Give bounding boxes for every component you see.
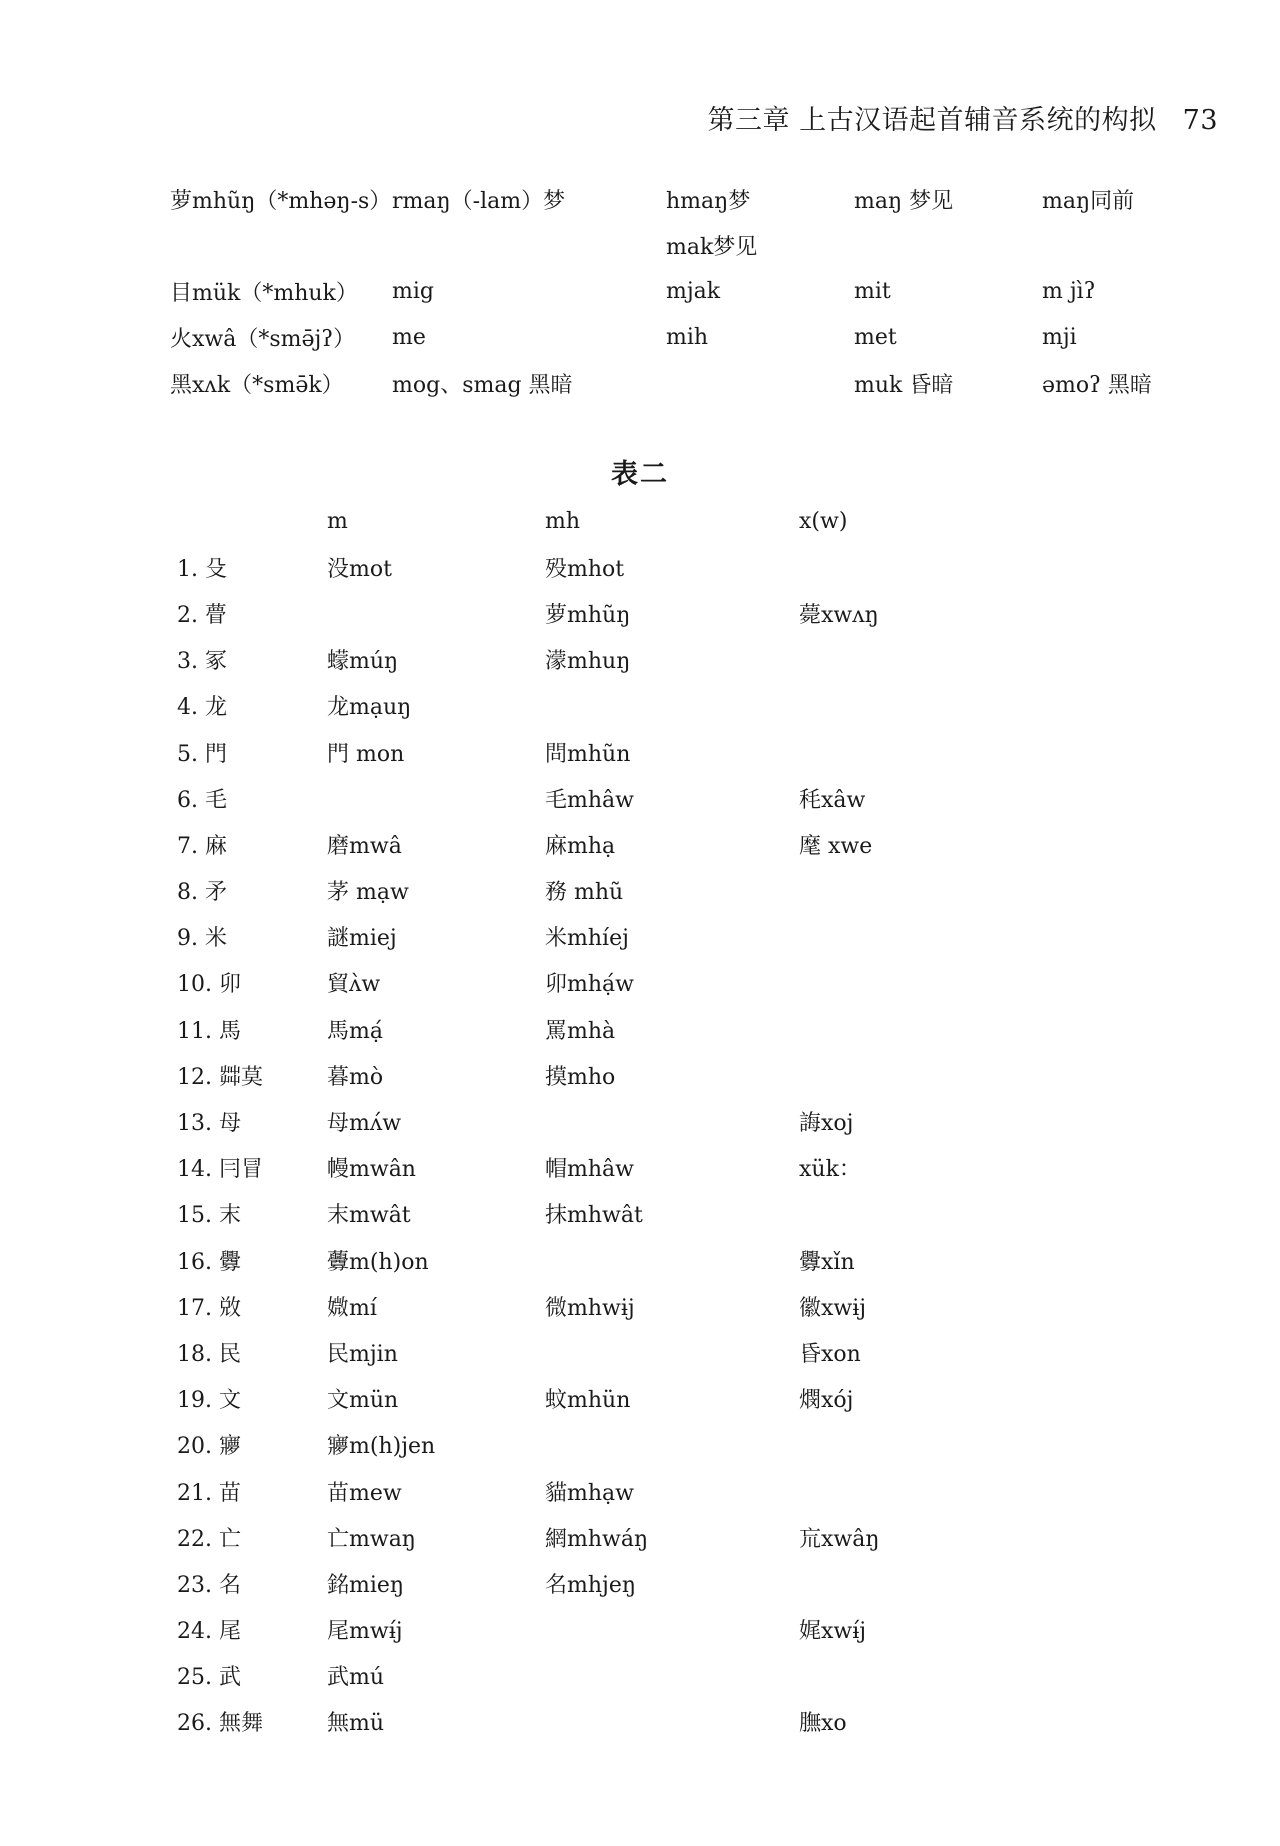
table-cell: 苗mew xyxy=(327,1480,402,1506)
table-cell: 濛mhuŋ xyxy=(545,649,631,675)
table-cell: 暮mò xyxy=(327,1064,384,1090)
table-cell: hmaŋ梦 xyxy=(666,188,751,214)
table-cell: 馬mạ́ xyxy=(327,1018,383,1044)
table-row xyxy=(177,1607,999,1653)
table-row xyxy=(177,1052,999,1098)
table-cell: 殁mhot xyxy=(545,556,625,582)
table-cell xyxy=(666,360,854,406)
table-cell: 13. 母 xyxy=(177,1111,241,1137)
table-row xyxy=(177,1560,999,1606)
table-row xyxy=(177,637,999,683)
table-cell xyxy=(799,1560,999,1606)
table-cell xyxy=(799,1052,999,1098)
table-cell xyxy=(1042,222,1210,268)
table-cell: muk 昏暗 xyxy=(854,372,954,398)
table-row xyxy=(177,683,999,729)
table-cell: 14. 冃冒 xyxy=(177,1157,263,1183)
table-cell xyxy=(799,868,999,914)
column-header: mh xyxy=(545,508,581,534)
table-cell: 貿ʌ̀w xyxy=(327,972,381,998)
table-cell: 没mot xyxy=(327,556,392,582)
column-header xyxy=(177,498,327,544)
table-row xyxy=(177,1699,999,1745)
table-cell: 薨xwʌŋ xyxy=(799,602,879,628)
table-cell: 釁xǐn xyxy=(799,1249,855,1275)
table-cell: 民mjin xyxy=(327,1341,398,1367)
table-cell: 米mhíej xyxy=(545,926,629,952)
table-cell xyxy=(545,1607,799,1653)
column-header: x(w) xyxy=(799,508,848,534)
table-cell: 2. 瞢 xyxy=(177,602,227,628)
table-cell: 娓xwɨ́j xyxy=(799,1619,867,1645)
table-row xyxy=(170,268,1210,314)
table-cell: 無mü xyxy=(327,1711,385,1737)
table-cell xyxy=(392,222,666,268)
table-cell xyxy=(170,222,392,268)
table-cell: 門 mon xyxy=(327,741,405,767)
table-cell: 抹mhwât xyxy=(545,1203,643,1229)
table-cell xyxy=(799,1422,999,1468)
table-cell xyxy=(799,544,999,590)
table-cell: mji xyxy=(1042,324,1077,350)
table-cell: 微mhwɨj xyxy=(545,1295,635,1321)
table-cell: 罵mhà xyxy=(545,1018,616,1044)
table-row xyxy=(177,1283,999,1329)
table-cell: 徽xwɨj xyxy=(799,1295,867,1321)
table-cell: 磨mwâ xyxy=(327,833,402,859)
table-cell xyxy=(799,960,999,1006)
table-cell: mjak xyxy=(666,278,721,304)
table-cell: 銘mieŋ xyxy=(327,1572,405,1598)
table-cell: 23. 名 xyxy=(177,1572,241,1598)
table-cell: 7. 麻 xyxy=(177,833,227,859)
table-cell: 燘xój xyxy=(799,1388,854,1414)
table-cell: 貓mhạw xyxy=(545,1480,634,1506)
table-cell: 10. 卯 xyxy=(177,972,241,998)
comparison-table xyxy=(170,176,1210,406)
table-cell: m jìʔ xyxy=(1042,278,1096,304)
table-cell: 19. 文 xyxy=(177,1388,241,1414)
running-title: 第三章 上古汉语起首辅音系统的构拟 xyxy=(707,105,1157,136)
table-cell: 黑xʌk（*smə̄k） xyxy=(170,372,344,398)
table-cell xyxy=(545,1422,799,1468)
table-cell: 12. 茻莫 xyxy=(177,1064,263,1090)
table-cell: 昏xon xyxy=(799,1341,861,1367)
table-row xyxy=(177,960,999,1006)
table-row xyxy=(177,914,999,960)
table-cell: 蠓múŋ xyxy=(327,649,399,675)
table-cell: 25. 武 xyxy=(177,1665,241,1691)
table-cell: 8. 矛 xyxy=(177,880,227,906)
table-row xyxy=(177,1098,999,1144)
table-cell xyxy=(854,222,1042,268)
table-cell: 茅 mạw xyxy=(327,880,409,906)
table-row xyxy=(170,222,1210,268)
table-cell: 尾mwɨ́j xyxy=(327,1619,403,1645)
table-cell: maŋ同前 xyxy=(1042,188,1135,214)
table-cell: 萝mhũŋ（*mhəŋ-s） xyxy=(170,188,392,214)
table-cell: 16. 釁 xyxy=(177,1249,241,1275)
table-cell: 15. 末 xyxy=(177,1203,241,1229)
column-header: m xyxy=(327,508,348,534)
table-cell: 22. 亡 xyxy=(177,1526,241,1552)
table-cell: 毛mhâw xyxy=(545,787,634,813)
table-cell xyxy=(799,1468,999,1514)
table-cell: 幔mwân xyxy=(327,1157,416,1183)
table-cell: mog、smag 黑暗 xyxy=(392,372,573,398)
table-cell: 麾 xwe xyxy=(799,833,873,859)
table-row xyxy=(177,821,999,867)
table-cell xyxy=(545,1329,799,1375)
table-cell xyxy=(799,729,999,775)
table-row xyxy=(177,1468,999,1514)
running-header xyxy=(708,98,1218,137)
table-row xyxy=(177,1422,999,1468)
table-cell: 武mú xyxy=(327,1665,385,1691)
table-row xyxy=(177,729,999,775)
table-cell: 5. 門 xyxy=(177,741,227,767)
table-row xyxy=(177,1006,999,1052)
table-cell: 11. 馬 xyxy=(177,1018,241,1044)
table-cell: 務 mhũ xyxy=(545,880,624,906)
table-cell: 巟xwâŋ xyxy=(799,1526,880,1552)
table-row xyxy=(177,544,999,590)
table-cell xyxy=(327,775,545,821)
table-row xyxy=(170,314,1210,360)
page-number: 73 xyxy=(1182,105,1218,136)
table-row xyxy=(177,1237,999,1283)
table-cell: 媺mí xyxy=(327,1295,377,1321)
table-cell: met xyxy=(854,324,897,350)
table-cell: 17. 敚 xyxy=(177,1295,241,1321)
table-cell xyxy=(545,1653,799,1699)
table-cell: 18. 民 xyxy=(177,1341,241,1367)
table-cell: 摸mho xyxy=(545,1064,616,1090)
table-cell xyxy=(799,1006,999,1052)
table-cell: 蚊mhün xyxy=(545,1388,631,1414)
table-cell: 謎miej xyxy=(327,926,397,952)
table-cell: 膴xo xyxy=(799,1711,847,1737)
table-cell: 亡mwaŋ xyxy=(327,1526,416,1552)
table-row xyxy=(177,868,999,914)
table-row xyxy=(177,590,999,636)
table-cell: 卯mhạ́w xyxy=(545,972,634,998)
table-row xyxy=(170,360,1210,406)
table-cell: 萝mhũŋ xyxy=(545,602,631,628)
table-cell: rmaŋ（-lam）梦 xyxy=(392,188,566,214)
table-cell: me xyxy=(392,324,426,350)
table-cell: 誨xoj xyxy=(799,1111,854,1137)
table-cell: mig xyxy=(392,278,434,304)
table-cell xyxy=(799,1653,999,1699)
table-cell: 3. 冢 xyxy=(177,649,227,675)
table-cell: 1. 殳 xyxy=(177,556,227,582)
table-row xyxy=(177,1329,999,1375)
table-cell: 末mwât xyxy=(327,1203,411,1229)
table-cell xyxy=(545,683,799,729)
table-row xyxy=(170,176,1210,222)
table-cell: xük： xyxy=(799,1157,861,1183)
table-cell: 21. 苗 xyxy=(177,1480,241,1506)
table-cell xyxy=(799,1191,999,1237)
table-row xyxy=(177,1145,999,1191)
table-header-row xyxy=(177,498,999,544)
table-row xyxy=(177,1653,999,1699)
table-cell: 24. 尾 xyxy=(177,1619,241,1645)
table-cell: 帽mhâw xyxy=(545,1157,634,1183)
table-cell: 9. 米 xyxy=(177,926,227,952)
table-cell: 網mhwáŋ xyxy=(545,1526,649,1552)
table-cell: 龙mạuŋ xyxy=(327,695,412,721)
table-cell: 麻mhạ xyxy=(545,833,616,859)
table-cell: mak梦见 xyxy=(666,234,758,260)
table-cell: 文mün xyxy=(327,1388,399,1414)
table-row xyxy=(177,1514,999,1560)
table-cell: 火xwâ（*smə̄jʔ） xyxy=(170,326,356,352)
table-cell: 20. 㝱 xyxy=(177,1434,241,1460)
table-row xyxy=(177,1191,999,1237)
table-cell: 4. 龙 xyxy=(177,695,227,721)
table-cell: 虋m(h)on xyxy=(327,1249,429,1275)
table-cell xyxy=(327,590,545,636)
table-cell xyxy=(799,683,999,729)
table-cell: 母mʌ́w xyxy=(327,1111,402,1137)
table-cell xyxy=(545,1237,799,1283)
table-cell xyxy=(545,1098,799,1144)
table-cell xyxy=(545,1699,799,1745)
table-row xyxy=(177,1376,999,1422)
table-cell: mit xyxy=(854,278,891,304)
table-cell: 名mhjeŋ xyxy=(545,1572,637,1598)
table-cell: əmoʔ 黑暗 xyxy=(1042,372,1152,398)
table-cell xyxy=(799,914,999,960)
table-cell: 目mük（*mhuk） xyxy=(170,280,358,306)
table-cell: 㝱m(h)jen xyxy=(327,1434,436,1460)
table-two xyxy=(177,498,999,1745)
table-cell xyxy=(799,637,999,683)
table-title: 表二 xyxy=(611,459,669,490)
table-row xyxy=(177,775,999,821)
table-cell: maŋ 梦见 xyxy=(854,188,954,214)
table-cell: 6. 毛 xyxy=(177,787,227,813)
table-cell: 秏xâw xyxy=(799,787,866,813)
table-cell: mih xyxy=(666,324,709,350)
table-cell: 問mhũn xyxy=(545,741,631,767)
table-cell: 26. 無舞 xyxy=(177,1711,263,1737)
